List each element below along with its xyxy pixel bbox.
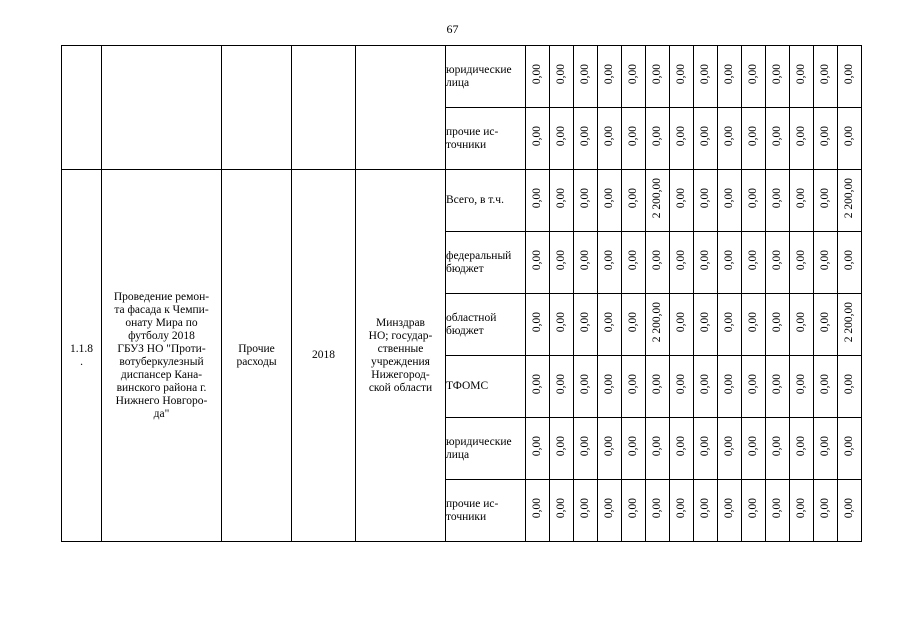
value-cell [574,356,598,418]
value-cell [742,232,766,294]
expense-type-cell-text: Прочие расходы [236,342,277,368]
funding-source-cell [446,480,526,542]
value-cell [814,46,838,108]
value-text: 0,00 [843,250,855,271]
value-cell [790,170,814,232]
value-cell [790,418,814,480]
value-text: 0,00 [795,250,807,271]
value-text: 0,00 [723,64,735,85]
value-text: 0,00 [819,374,831,395]
value-cell [550,108,574,170]
value-cell [742,170,766,232]
value-text: 0,00 [843,64,855,85]
value-text: 0,00 [747,374,759,395]
value-cell [718,108,742,170]
value-text: 0,00 [795,498,807,519]
value-text: 0,00 [819,188,831,209]
value-text: 0,00 [819,312,831,333]
value-text: 0,00 [627,64,639,85]
value-text: 0,00 [795,312,807,333]
value-text: 2 200,00 [843,302,855,343]
value-cell [526,356,550,418]
value-text: 0,00 [603,312,615,333]
value-text: 0,00 [651,250,663,271]
value-cell [790,356,814,418]
value-text: 0,00 [579,312,591,333]
value-cell [598,232,622,294]
value-text: 0,00 [651,374,663,395]
value-text: 0,00 [651,64,663,85]
value-cell [790,46,814,108]
value-text: 0,00 [675,312,687,333]
value-text: 0,00 [651,498,663,519]
value-cell [622,418,646,480]
value-cell [646,46,670,108]
value-text: 0,00 [747,498,759,519]
value-text: 0,00 [843,436,855,457]
value-cell [646,170,670,232]
value-text: 0,00 [579,188,591,209]
value-cell [646,294,670,356]
value-cell [526,170,550,232]
table-row [62,46,862,108]
funding-source-label: прочие ис- точники [446,125,499,151]
value-cell [790,232,814,294]
value-text: 0,00 [603,250,615,271]
value-cell [622,46,646,108]
value-cell [742,418,766,480]
value-cell [814,108,838,170]
value-text: 0,00 [795,188,807,209]
value-text: 0,00 [555,498,567,519]
value-cell [838,232,862,294]
value-cell [790,480,814,542]
value-cell [766,170,790,232]
value-cell [574,232,598,294]
funding-source-cell [446,232,526,294]
value-cell [574,108,598,170]
value-cell [598,294,622,356]
value-cell [838,294,862,356]
value-text: 0,00 [579,374,591,395]
value-text: 0,00 [579,436,591,457]
value-text: 0,00 [723,312,735,333]
value-text: 2 200,00 [843,178,855,219]
value-text: 0,00 [699,64,711,85]
value-cell [598,170,622,232]
name-cell-empty [102,46,222,170]
budget-table [61,45,862,542]
value-text: 0,00 [603,436,615,457]
value-cell [622,356,646,418]
value-text: 0,00 [795,64,807,85]
table-row [62,170,862,232]
value-cell [574,46,598,108]
value-text: 0,00 [795,126,807,147]
value-text: 0,00 [699,188,711,209]
value-cell [550,170,574,232]
executor-cell [356,170,446,542]
value-text: 0,00 [675,188,687,209]
value-text: 0,00 [579,126,591,147]
value-text: 0,00 [603,188,615,209]
value-text: 0,00 [675,126,687,147]
value-text: 0,00 [747,312,759,333]
value-cell [838,480,862,542]
value-text: 0,00 [771,498,783,519]
funding-source-cell [446,356,526,418]
funding-source-cell [446,418,526,480]
value-text: 0,00 [579,250,591,271]
funding-source-label: прочие ис- точники [446,497,499,523]
value-text: 0,00 [531,312,543,333]
value-cell [742,356,766,418]
value-text: 0,00 [699,250,711,271]
value-text: 0,00 [675,436,687,457]
value-cell [694,356,718,418]
funding-source-label: областной бюджет [446,311,497,337]
funding-source-label: Всего, в т.ч. [446,194,504,206]
value-cell [670,46,694,108]
item-name-cell-text: Проведение ремон- та фасада к Чемпи- онату Мира по футболу 2018 ГБУЗ НО "Проти- вотуберкулезный диспансер Кана- винского района г. Нижнего Новгоро- да" [113,290,210,420]
value-text: 0,00 [843,498,855,519]
value-cell [742,294,766,356]
expense-type-cell-empty [222,46,292,170]
executor-cell-text: Минздрав НО; государ- ственные учреждения Нижегород- ской области [368,316,433,394]
value-text: 0,00 [579,64,591,85]
value-cell [526,46,550,108]
value-text: 0,00 [627,374,639,395]
value-text: 0,00 [651,436,663,457]
value-cell [790,294,814,356]
value-text: 0,00 [747,64,759,85]
value-text: 0,00 [627,188,639,209]
value-cell [742,480,766,542]
funding-source-label: юридические лица [446,63,512,89]
value-cell [814,356,838,418]
value-cell [694,170,718,232]
value-cell [574,480,598,542]
funding-source-label: юридические лица [446,435,512,461]
value-cell [550,418,574,480]
value-text: 0,00 [627,250,639,271]
value-text: 0,00 [795,436,807,457]
value-text: 0,00 [699,312,711,333]
funding-source-label: федеральный бюджет [446,249,512,275]
value-text: 0,00 [675,64,687,85]
value-cell [598,46,622,108]
value-text: 0,00 [603,498,615,519]
value-text: 0,00 [843,374,855,395]
value-text: 0,00 [771,312,783,333]
value-text: 0,00 [771,436,783,457]
value-text: 0,00 [771,126,783,147]
value-text: 0,00 [747,188,759,209]
value-text: 0,00 [723,126,735,147]
value-cell [550,356,574,418]
value-text: 0,00 [627,498,639,519]
value-text: 0,00 [771,374,783,395]
value-cell [718,294,742,356]
year-cell-text: 2018 [312,349,335,361]
value-cell [694,46,718,108]
value-text: 0,00 [819,498,831,519]
value-cell [766,46,790,108]
value-cell [622,294,646,356]
value-text: 0,00 [603,374,615,395]
value-cell [622,170,646,232]
value-cell [814,232,838,294]
value-cell [598,480,622,542]
value-cell [766,418,790,480]
value-text: 0,00 [699,436,711,457]
value-text: 0,00 [723,436,735,457]
value-cell [718,232,742,294]
value-text: 0,00 [555,126,567,147]
value-text: 0,00 [819,64,831,85]
value-text: 0,00 [651,126,663,147]
value-cell [838,170,862,232]
value-cell [742,46,766,108]
value-text: 0,00 [603,126,615,147]
value-cell [574,418,598,480]
value-cell [670,480,694,542]
value-cell [742,108,766,170]
year-cell [292,170,356,542]
value-cell [646,480,670,542]
value-cell [622,480,646,542]
value-cell [550,294,574,356]
value-text: 2 200,00 [651,302,663,343]
value-cell [670,356,694,418]
value-cell [838,356,862,418]
value-text: 0,00 [531,498,543,519]
value-text: 2 200,00 [651,178,663,219]
funding-source-label: ТФОМС [446,380,489,392]
value-cell [646,108,670,170]
value-text: 0,00 [531,250,543,271]
value-text: 0,00 [531,374,543,395]
value-cell [766,356,790,418]
value-cell [670,294,694,356]
value-text: 0,00 [819,250,831,271]
value-text: 0,00 [795,374,807,395]
value-text: 0,00 [675,250,687,271]
value-cell [766,108,790,170]
value-cell [694,232,718,294]
value-cell [766,294,790,356]
value-text: 0,00 [627,312,639,333]
value-cell [574,170,598,232]
table-body [62,46,862,542]
value-cell [670,108,694,170]
value-cell [550,480,574,542]
value-cell [598,108,622,170]
value-cell [838,418,862,480]
funding-source-cell [446,170,526,232]
value-text: 0,00 [819,436,831,457]
value-cell [814,418,838,480]
number-cell-empty [62,46,102,170]
value-text: 0,00 [675,374,687,395]
value-text: 0,00 [579,498,591,519]
value-cell [670,232,694,294]
value-text: 0,00 [771,188,783,209]
executor-cell-empty [356,46,446,170]
value-cell [670,170,694,232]
funding-source-cell [446,108,526,170]
value-text: 0,00 [723,250,735,271]
value-cell [766,480,790,542]
value-cell [766,232,790,294]
value-cell [526,294,550,356]
value-cell [526,232,550,294]
value-cell [550,46,574,108]
value-text: 0,00 [723,498,735,519]
value-text: 0,00 [747,126,759,147]
value-cell [646,232,670,294]
value-text: 0,00 [531,126,543,147]
value-cell [694,418,718,480]
value-text: 0,00 [843,126,855,147]
item-name-cell [102,170,222,542]
expense-type-cell [222,170,292,542]
item-number-cell [62,170,102,542]
value-cell [694,294,718,356]
value-text: 0,00 [555,374,567,395]
value-cell [646,418,670,480]
value-cell [526,418,550,480]
value-cell [694,108,718,170]
value-cell [598,356,622,418]
value-cell [838,46,862,108]
value-text: 0,00 [555,188,567,209]
value-cell [814,170,838,232]
value-text: 0,00 [771,250,783,271]
value-text: 0,00 [555,436,567,457]
value-text: 0,00 [699,126,711,147]
value-cell [550,232,574,294]
value-cell [646,356,670,418]
value-cell [574,294,598,356]
value-text: 0,00 [531,188,543,209]
value-cell [718,418,742,480]
value-cell [622,232,646,294]
value-text: 0,00 [747,250,759,271]
item-number-cell-text: 1.1.8 . [70,342,93,368]
funding-source-cell [446,294,526,356]
page-number: 67 [446,22,459,36]
funding-source-cell [446,46,526,108]
value-text: 0,00 [675,498,687,519]
value-cell [838,108,862,170]
value-text: 0,00 [723,374,735,395]
value-cell [718,46,742,108]
value-cell [622,108,646,170]
value-text: 0,00 [627,126,639,147]
value-cell [718,356,742,418]
value-text: 0,00 [555,312,567,333]
value-cell [814,480,838,542]
value-text: 0,00 [699,374,711,395]
value-text: 0,00 [771,64,783,85]
value-cell [598,418,622,480]
year-cell-empty [292,46,356,170]
value-text: 0,00 [819,126,831,147]
value-cell [526,108,550,170]
value-text: 0,00 [627,436,639,457]
value-text: 0,00 [555,64,567,85]
value-cell [718,170,742,232]
value-text: 0,00 [699,498,711,519]
value-cell [814,294,838,356]
value-text: 0,00 [531,64,543,85]
value-text: 0,00 [603,64,615,85]
value-text: 0,00 [531,436,543,457]
value-cell [670,418,694,480]
value-text: 0,00 [747,436,759,457]
value-text: 0,00 [555,250,567,271]
value-cell [526,480,550,542]
value-cell [790,108,814,170]
value-cell [694,480,718,542]
value-text: 0,00 [723,188,735,209]
value-cell [718,480,742,542]
